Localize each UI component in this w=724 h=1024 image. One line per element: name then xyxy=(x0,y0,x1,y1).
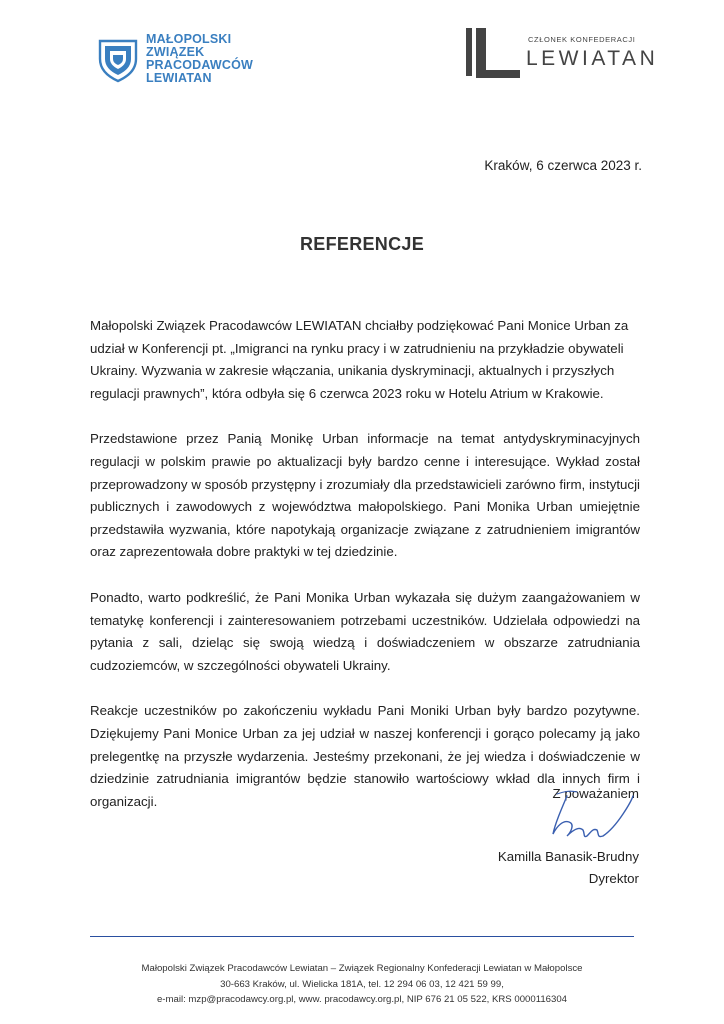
letter-closing xyxy=(439,786,639,896)
signatory-name: Kamilla Banasik-Brudny xyxy=(497,849,639,864)
paragraph-1: Małopolski Związek Pracodawców LEWIATAN chciałby podziękować Pani Monice Urban za udział w Konferencji pt. „Imigranci na rynku pracy i w zatrudnieniu na przykładzie obywateli Ukrainy. Wyzwania w zakresie włączania, unikania dyskryminacji, aktualnych i przyszłych regulacji prawnych”, która odbyła się 6 czerwca 2023 roku w Hotelu Atrium w Krakowie. xyxy=(90,318,629,401)
lewiatan-member-logo xyxy=(464,26,664,86)
logo-line: ZWIĄZEK xyxy=(146,45,205,59)
shield-logo-icon xyxy=(96,37,140,83)
footer-line: Małopolski Związek Pracodawców Lewiatan – Związek Regionalny Konfederacji Lewiatan w Małopolsce xyxy=(141,963,583,974)
logo-line: PRACODAWCÓW xyxy=(146,58,254,72)
logo-line: MAŁOPOLSKI xyxy=(146,32,232,46)
letter-date: Kraków, 6 czerwca 2023 r. xyxy=(484,158,642,173)
footer-line: e-mail: mzp@pracodawcy.org.pl, www. pracodawcy.org.pl, NIP 676 21 05 522, KRS 0000116304 xyxy=(156,994,568,1005)
footer-line: 30-663 Kraków, ul. Wielicka 181A, tel. 12 294 06 03, 12 421 59 99, xyxy=(220,978,504,990)
paragraph-3: Ponadto, warto podkreślić, że Pani Monika Urban wykazała się dużym zaangażowaniem w tematykę konferencji i zainteresowaniem potrzebami uczestników. Udzielała odpowiedzi na pytania z sali, dzieląc się swoją wiedzą i doświadczeniem w obszarze zatrudniania cudzoziemców, w szczególności obywateli Ukrainy. xyxy=(90,589,640,673)
closing-greeting: Z poważaniem xyxy=(552,786,639,801)
paragraph-2: Przedstawione przez Panią Monikę Urban informacje na temat antydyskryminacyjnych regulacji w polskim prawie po aktualizacji były bardzo cenne i interesujące. Wykład został przeprowadzony w sposób przystępny i zrozumiały dla przedstawicieli zarówno firm, instytucji publicznych i zawodowych z województwa małopolskiego. Pani Monika Urban umiejętnie przedstawiła wyzwania, które napotykają organizacje związane z zatrudnieniem imigrantów oraz zaprezentowała dobre praktyki w tej dziedzinie. xyxy=(90,431,640,560)
letter-body xyxy=(90,315,640,836)
mzp-lewiatan-logo xyxy=(96,33,266,89)
handwritten-signature-icon xyxy=(527,786,637,846)
signatory-role: Dyrektor xyxy=(588,871,639,886)
footer-divider xyxy=(90,936,634,937)
lewiatan-wordmark: LEWIATAN xyxy=(526,47,659,70)
letter-footer xyxy=(0,961,724,1008)
logo-line: LEWIATAN xyxy=(146,71,212,85)
paragraph-4: Reakcje uczestników po zakończeniu wykładu Pani Moniki Urban były bardzo pozytywne. Dziękujemy Pani Monice Urban za jej udział w naszej konferencji i gorąco polecamy ją jako prelegentkę na przyszłe wydarzenia. Jesteśmy przekonani, że jej wiedza i doświadczenie w dziedzinie zatrudniania imigrantów będzie stanowiło wartościowy wkład dla innych firm i organizacji. xyxy=(90,703,640,809)
member-caption: CZŁONEK KONFEDERACJI xyxy=(528,35,636,44)
lewiatan-l-logo-icon xyxy=(464,26,522,84)
letter-title: REFERENCJE xyxy=(299,234,425,254)
